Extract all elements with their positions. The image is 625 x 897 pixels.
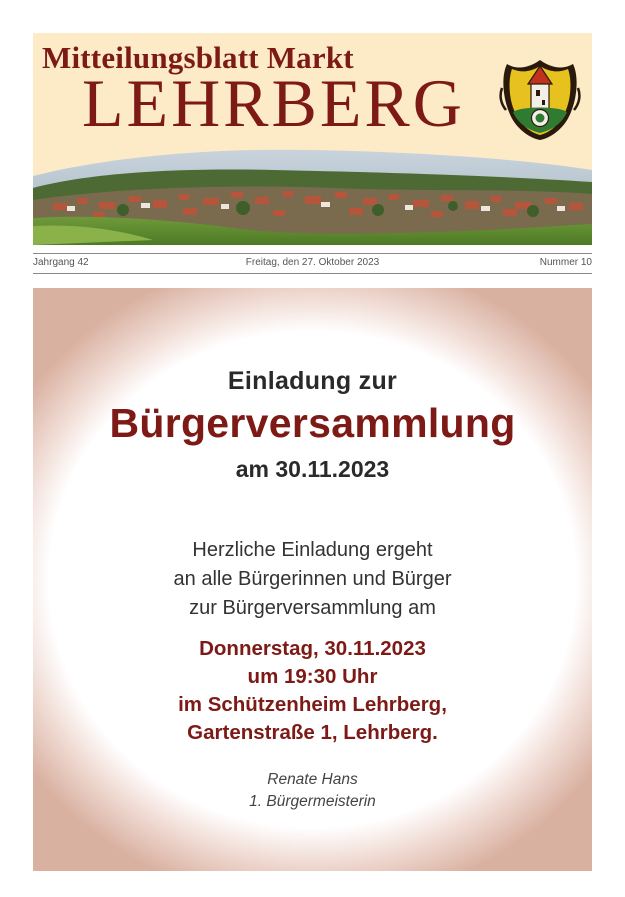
invitation-date-heading: am 30.11.2023	[235, 456, 390, 482]
invitation-title: Bürgerversammlung	[109, 400, 516, 446]
divider-top	[33, 253, 592, 254]
issue-volume: Jahrgang 42	[33, 257, 89, 268]
event-time: um 19:30 Uhr	[247, 665, 378, 688]
issue-date: Freitag, den 27. Oktober 2023	[245, 257, 380, 268]
divider-bottom	[33, 273, 592, 274]
masthead	[33, 33, 592, 245]
invitation-panel	[33, 288, 592, 871]
masthead-title: LEHRBERG	[82, 65, 465, 141]
invitation-title-line1: Einladung zur	[227, 367, 398, 395]
event-day: Donnerstag, 30.11.2023	[199, 637, 426, 660]
invitation-body-line: Herzliche Einladung ergeht	[192, 539, 433, 561]
invitation-body-line: zur Bürgerversammlung am	[189, 597, 436, 619]
issue-line	[33, 257, 592, 271]
town-panorama	[33, 148, 592, 245]
signature-title: 1. Bürgermeisterin	[249, 793, 376, 810]
issue-number: Nummer 10	[539, 257, 592, 268]
event-venue: im Schützenheim Lehrberg,	[178, 693, 447, 716]
signature-name: Renate Hans	[267, 771, 358, 788]
tower-shield-icon	[499, 54, 581, 142]
invitation-body-line: an alle Bürgerinnen und Bürger	[173, 568, 452, 590]
event-address: Gartenstraße 1, Lehrberg.	[187, 721, 438, 744]
masthead-subtitle: Mitteilungsblatt Markt	[42, 40, 354, 75]
